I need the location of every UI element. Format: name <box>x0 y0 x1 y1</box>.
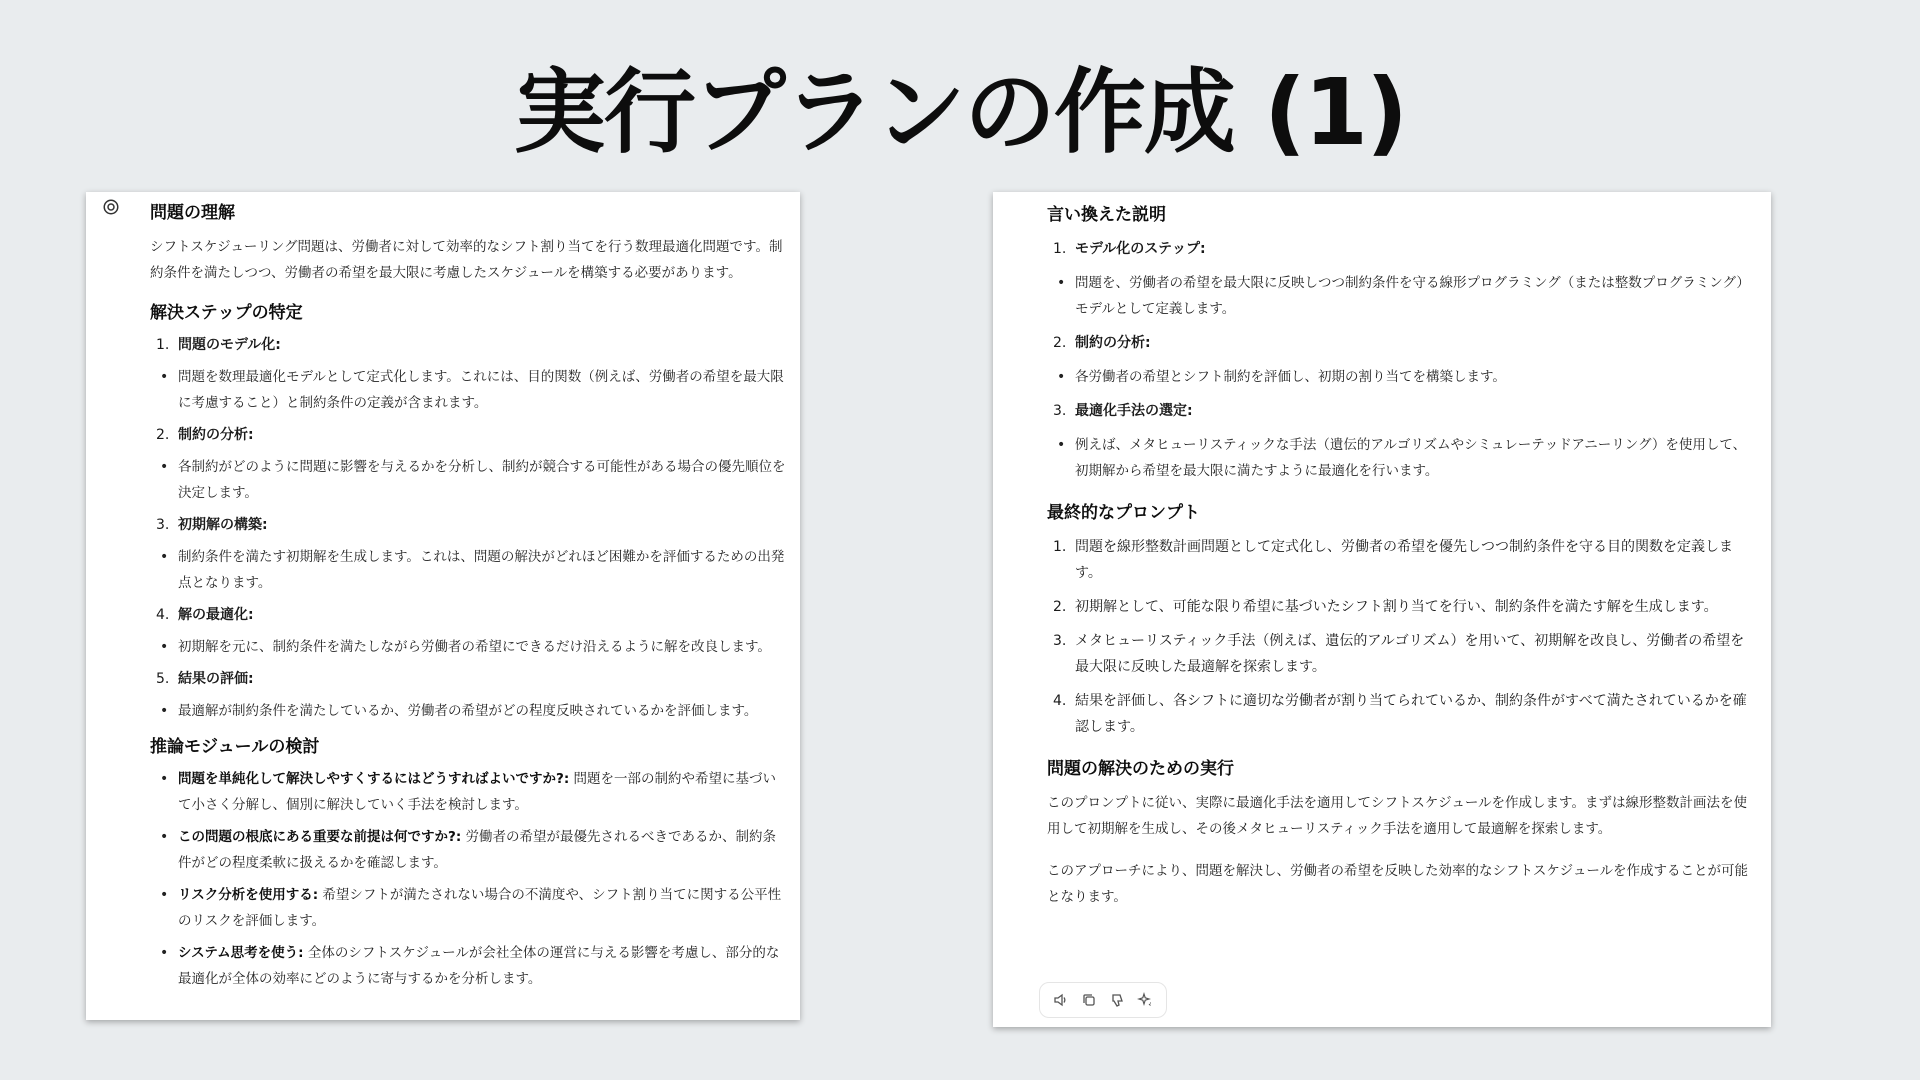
list-item <box>150 666 788 724</box>
list-item-text: 問題を線形整数計画問題として定式化し、労働者の希望を優先しつつ制約条件を守る目的関数を定義します。 <box>1075 539 1733 581</box>
section-heading: 問題の解決のための実行 <box>1047 759 1234 779</box>
list-item-text: 労働者の希望が最優先されるべきであるか、制約条件がどの程度柔軟に扱えるかを確認します。 <box>178 829 777 871</box>
list-number: 1. <box>1053 539 1067 555</box>
list-item-label: モデル化のステップ: <box>1075 241 1206 257</box>
list-item-label: 解の最適化: <box>178 607 254 623</box>
list-item <box>1047 534 1757 586</box>
list-item-label: 問題を単純化して解決しやすくするにはどうすればよいですか?: <box>178 771 570 787</box>
list-number: 3. <box>156 517 170 533</box>
chatgpt-logo-icon <box>102 198 120 216</box>
list-item <box>1047 628 1757 680</box>
list-item-label: 最適化手法の選定: <box>1075 403 1193 419</box>
list-item <box>1047 688 1757 740</box>
section-paragraph: シフトスケジューリング問題は、労働者に対して効率的なシフト割り当てを行う数理最適化問題です。制約条件を満たしつつ、労働者の希望を最大限に考慮したスケジュールを構築する必要があります。 <box>150 239 783 281</box>
message-action-bar <box>1039 982 1167 1018</box>
list-item-label: 結果の評価: <box>178 671 254 687</box>
list-item-text: 希望シフトが満たされない場合の不満度や、シフト割り当てに関する公平性のリスクを評価します。 <box>178 887 782 929</box>
list-item <box>1047 398 1757 484</box>
list-item-label: 問題のモデル化: <box>178 337 281 353</box>
numbered-list <box>1047 534 1757 740</box>
list-item-text: 全体のシフトスケジュールが会社全体の運営に与える影響を考慮し、部分的な最適化が全体の効率にどのように寄与するかを分析します。 <box>178 945 780 987</box>
list-item-label: 制約の分析: <box>178 427 254 443</box>
list-number: 5. <box>156 671 170 687</box>
list-number: 1. <box>156 337 170 353</box>
list-item-text: メタヒューリスティック手法（例えば、遺伝的アルゴリズム）を用いて、初期解を改良し、労働者の希望を最大限に反映した最適解を探索します。 <box>1075 633 1745 675</box>
section-heading: 最終的なプロンプト <box>1047 503 1200 523</box>
list-item <box>150 332 788 416</box>
list-item <box>1047 236 1757 322</box>
list-number: 4. <box>156 607 170 623</box>
read-aloud-icon <box>1053 992 1069 1008</box>
copy-button[interactable] <box>1076 987 1102 1013</box>
section-heading: 言い換えた説明 <box>1047 205 1166 225</box>
list-number: 2. <box>156 427 170 443</box>
list-item <box>150 602 788 660</box>
section-heading: 推論モジュールの検討 <box>150 737 320 757</box>
list-number: 3. <box>1053 403 1067 419</box>
list-item-label: システム思考を使う: <box>178 945 304 961</box>
section-heading: 解決ステップの特定 <box>150 303 303 323</box>
list-number: 4. <box>1053 693 1067 709</box>
numbered-list <box>1047 236 1757 484</box>
sparkle-regenerate-icon <box>1137 992 1153 1008</box>
list-number: 3. <box>1053 633 1067 649</box>
list-item <box>150 882 788 934</box>
list-item-detail: • 問題を数理最適化モデルとして定式化します。これには、目的関数（例えば、労働者の希望を最大限に考慮すること）と制約条件の定義が含まれます。 <box>150 364 788 416</box>
list-item-label: 制約の分析: <box>1075 335 1151 351</box>
list-item <box>1047 330 1757 390</box>
list-item-label: この問題の根底にある重要な前提は何ですか?: <box>178 829 462 845</box>
list-item-detail: • 制約条件を満たす初期解を生成します。これは、問題の解決がどれほど困難かを評価するための出発点となります。 <box>150 544 788 596</box>
list-item-detail: • 各労働者の希望とシフト制約を評価し、初期の割り当てを構築します。 <box>1047 364 1757 390</box>
section-heading: 問題の理解 <box>150 203 235 223</box>
list-item-detail: • 問題を、労働者の希望を最大限に反映しつつ制約条件を守る線形プログラミング（または整数プログラミング）モデルとして定義します。 <box>1047 270 1757 322</box>
list-item <box>150 940 788 992</box>
chat-response-panel-left <box>86 192 800 1020</box>
numbered-list <box>150 332 788 724</box>
list-item <box>150 422 788 506</box>
list-item <box>150 512 788 596</box>
section-paragraph: このアプローチにより、問題を解決し、労働者の希望を反映した効率的なシフトスケジュールを作成することが可能となります。 <box>1047 863 1749 905</box>
list-item-label: リスク分析を使用する: <box>178 887 319 903</box>
list-item-text: 問題を一部の制約や希望に基づいて小さく分解し、個別に解決していく手法を検討します。 <box>178 771 777 813</box>
list-number: 1. <box>1053 241 1067 257</box>
thumbs-down-button[interactable] <box>1104 987 1130 1013</box>
copy-icon <box>1081 992 1097 1008</box>
chat-response-panel-right <box>993 192 1771 1027</box>
list-item <box>150 766 788 818</box>
section-paragraph: このプロンプトに従い、実際に最適化手法を適用してシフトスケジュールを作成します。まずは線形整数計画法を使用して初期解を生成し、その後メタヒューリスティック手法を適用して最適解を探索します。 <box>1047 795 1747 837</box>
list-item-detail: • 各制約がどのように問題に影響を与えるかを分析し、制約が競合する可能性がある場合の優先順位を決定します。 <box>150 454 788 506</box>
list-item-text: 初期解として、可能な限り希望に基づいたシフト割り当てを行い、制約条件を満たす解を生成します。 <box>1075 599 1718 615</box>
list-number: 2. <box>1053 335 1067 351</box>
regenerate-button[interactable] <box>1132 987 1158 1013</box>
thumbs-down-icon <box>1109 992 1125 1008</box>
list-number: 2. <box>1053 599 1067 615</box>
list-item-label: 初期解の構築: <box>178 517 268 533</box>
list-item <box>1047 594 1757 620</box>
list-item-detail: • 例えば、メタヒューリスティックな手法（遺伝的アルゴリズムやシミュレーテッドアニーリング）を使用して、初期解から希望を最大限に満たすように最適化を行います。 <box>1047 432 1757 484</box>
read-aloud-button[interactable] <box>1048 987 1074 1013</box>
slide-title: 実行プランの作成 (1) <box>513 59 1407 166</box>
list-item-text: 結果を評価し、各シフトに適切な労働者が割り当てられているか、制約条件がすべて満たされているかを確認します。 <box>1075 693 1747 735</box>
list-item <box>150 824 788 876</box>
list-item-detail: • 初期解を元に、制約条件を満たしながら労働者の希望にできるだけ沿えるように解を改良します。 <box>150 634 788 660</box>
bullet-list <box>150 766 788 992</box>
list-item-detail: • 最適解が制約条件を満たしているか、労働者の希望がどの程度反映されているかを評価します。 <box>150 698 788 724</box>
